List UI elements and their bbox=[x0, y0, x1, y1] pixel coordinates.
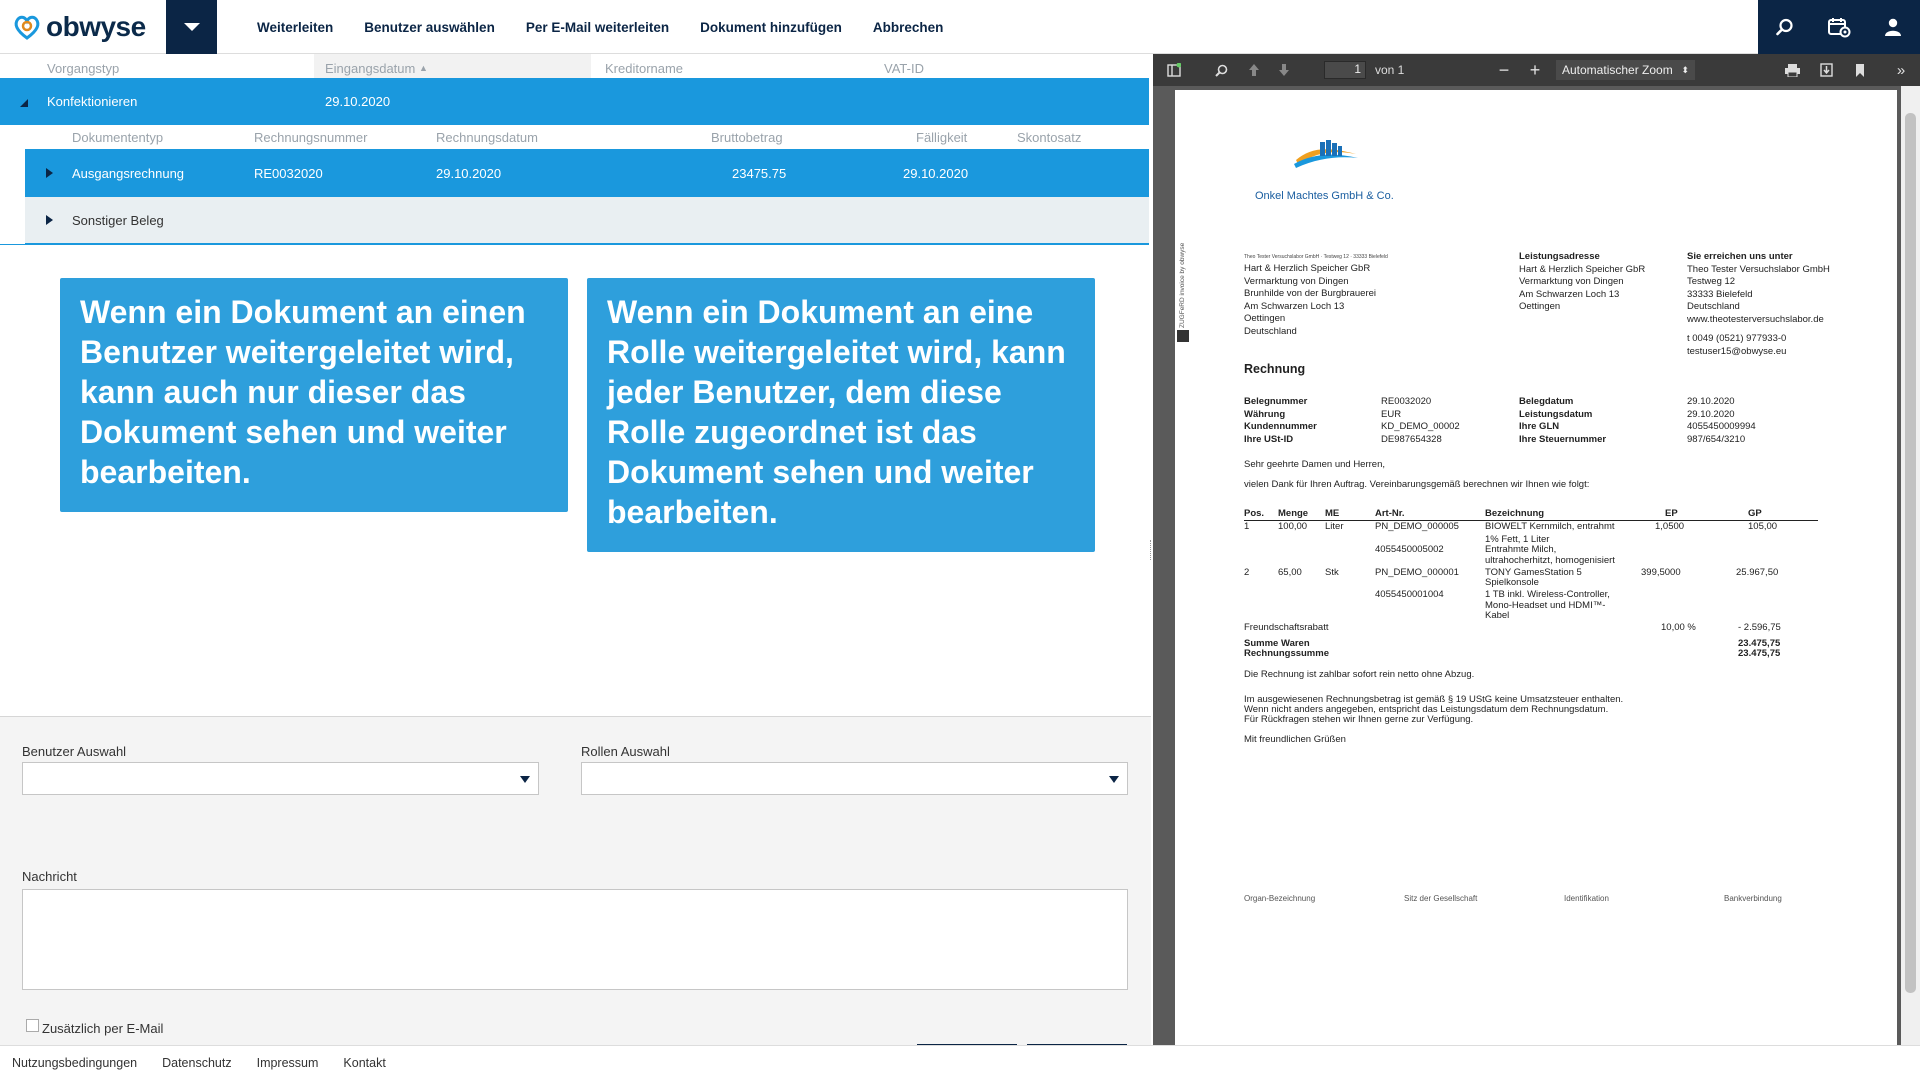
sub-header-due[interactable]: Fälligkeit bbox=[916, 130, 968, 145]
item-unit: Liter bbox=[1325, 521, 1344, 532]
address-line: Am Schwarzen Loch 13 bbox=[1244, 300, 1345, 312]
item-art: PN_DEMO_000005 bbox=[1375, 521, 1459, 532]
group-name: Konfektionieren bbox=[47, 94, 138, 109]
recipient-address bbox=[1244, 263, 1376, 338]
meta-value: 987/654/3210 bbox=[1687, 433, 1746, 445]
user-select[interactable] bbox=[22, 762, 539, 795]
invoice-title: Rechnung bbox=[1244, 362, 1306, 376]
search-icon bbox=[1776, 18, 1794, 36]
footer-link-contact[interactable]: Kontakt bbox=[343, 1056, 386, 1070]
sum-goods-value: 23.475,75 bbox=[1738, 638, 1781, 649]
more-tools-button[interactable] bbox=[1890, 54, 1912, 86]
spacer bbox=[1687, 326, 1830, 333]
item-gp: 25.967,50 bbox=[1736, 567, 1779, 578]
intro-text: vielen Dank für Ihren Auftrag. Vereinbarungsgemäß berechnen wir Ihnen wie folgt: bbox=[1244, 479, 1590, 490]
pdf-viewer bbox=[1153, 54, 1920, 1045]
column-header-date-label: Eingangsdatum bbox=[325, 61, 416, 76]
zoom-select[interactable] bbox=[1556, 60, 1695, 80]
scrollbar-thumb[interactable] bbox=[1905, 113, 1916, 993]
meta-value: 29.10.2020 bbox=[1687, 396, 1735, 407]
user-icon bbox=[1884, 18, 1902, 36]
meta-label: Ihre USt-ID bbox=[1244, 433, 1294, 445]
address-line: Hart & Herzlich Speicher GbR bbox=[1244, 263, 1371, 274]
address-line: Vermarktung von Dingen bbox=[1244, 275, 1349, 287]
address-line: Vermarktung von Dingen bbox=[1519, 276, 1624, 287]
meta-value: DE987654328 bbox=[1381, 433, 1442, 445]
table-header-qty: Menge bbox=[1278, 508, 1309, 519]
column-header-creditor[interactable]: Kreditorname bbox=[605, 61, 684, 76]
calendar-settings-button[interactable] bbox=[1812, 0, 1866, 54]
message-textarea[interactable] bbox=[22, 889, 1128, 990]
double-chevron-right-icon: » bbox=[1896, 61, 1906, 79]
other-doc-type: Sonstiger Beleg bbox=[72, 213, 164, 228]
table-header-pos: Pos. bbox=[1244, 508, 1265, 519]
arrow-up-icon bbox=[1248, 63, 1260, 77]
table-header-desc: Bezeichnung bbox=[1485, 508, 1545, 519]
email-checkbox-label: Zusätzlich per E-Mail bbox=[42, 1021, 164, 1036]
footer-link-terms[interactable]: Nutzungsbedingungen bbox=[12, 1056, 138, 1070]
download-icon bbox=[1820, 63, 1833, 77]
meta-value: 29.10.2020 bbox=[1687, 408, 1735, 420]
item-qty: 65,00 bbox=[1278, 567, 1302, 578]
print-button[interactable] bbox=[1781, 54, 1803, 86]
sub-header-amount[interactable]: Bruttobetrag bbox=[711, 130, 783, 145]
pdf-page bbox=[1175, 90, 1897, 1045]
sidebar-toggle-button[interactable] bbox=[1163, 54, 1185, 86]
email-checkbox[interactable] bbox=[26, 1019, 39, 1032]
contact-line: testuser15@obwyse.eu bbox=[1687, 345, 1787, 357]
item-pos: 2 bbox=[1244, 567, 1250, 578]
contact-line: t 0049 (0521) 977933-0 bbox=[1687, 333, 1787, 344]
footer-col: Bankverbindung bbox=[1724, 894, 1782, 903]
footer-col: Sitz der Gesellschaft bbox=[1404, 894, 1478, 903]
column-header-vat[interactable]: VAT-ID bbox=[884, 61, 924, 76]
item-desc: 1 TB inkl. Wireless-Controller, bbox=[1485, 589, 1610, 600]
footer-link-imprint[interactable]: Impressum bbox=[256, 1056, 319, 1070]
menu-toggle-button[interactable] bbox=[166, 0, 217, 54]
logo-mark-icon bbox=[12, 14, 42, 40]
address-line: Brunhilde von der Burgbrauerei bbox=[1244, 288, 1377, 299]
item-art: PN_DEMO_000001 bbox=[1375, 567, 1459, 578]
page-total: von 1 bbox=[1375, 63, 1405, 77]
item-art2: 4055450001004 bbox=[1375, 589, 1444, 600]
chevron-down-icon bbox=[183, 22, 201, 32]
callout-user: Wenn ein Dokument an einen Benutzer weitergeleitet wird, kann auch nur dieser das Dokument sehen und weiter bearbeiten. bbox=[60, 278, 568, 512]
meta-label: Kundennummer bbox=[1244, 421, 1317, 432]
sub-header-doctype[interactable]: Dokumententyp bbox=[72, 130, 164, 145]
user-button[interactable] bbox=[1866, 0, 1920, 54]
item-desc: BIOWELT Kernmilch, entrahmt bbox=[1485, 521, 1615, 532]
column-header-type[interactable]: Vorgangstyp bbox=[47, 61, 120, 76]
item-ep: 1,0500 bbox=[1655, 521, 1685, 532]
meta-value: KD_DEMO_00002 bbox=[1381, 421, 1460, 432]
doc-number: RE0032020 bbox=[254, 166, 323, 181]
footer-link-privacy[interactable]: Datenschutz bbox=[162, 1056, 232, 1070]
plus-icon: + bbox=[1529, 59, 1541, 80]
group-date: 29.10.2020 bbox=[325, 94, 391, 109]
sub-header-discount[interactable]: Skontosatz bbox=[1017, 130, 1082, 145]
callout-role: Wenn ein Dokument an eine Rolle weitergeleitet wird, kann jeder Benutzer, dem diese Rolle zugeordnet ist das Dokument sehen und weiter bearbeiten. bbox=[587, 278, 1095, 552]
footer-col: Organ-Bezeichnung bbox=[1244, 894, 1316, 903]
contact-title: Sie erreichen uns unter bbox=[1687, 251, 1793, 262]
contact-line: www.theotesterversuchslabor.de bbox=[1687, 313, 1824, 325]
doc-amount: 23475.75 bbox=[732, 166, 787, 181]
item-desc: ultrahocherhitzt, homogenisiert bbox=[1485, 555, 1615, 566]
footer-col: Identifikation bbox=[1564, 894, 1609, 903]
meta-label: Ihre GLN bbox=[1519, 421, 1560, 432]
dropdown-arrow-icon bbox=[1109, 776, 1119, 783]
doc-due: 29.10.2020 bbox=[903, 166, 969, 181]
expand-icon[interactable] bbox=[46, 215, 53, 225]
sender-line: Theo Tester Versuchslabor GmbH · Testweg 12 · 33333 Bielefeld bbox=[1244, 254, 1388, 260]
item-desc: Spielkonsole bbox=[1485, 577, 1539, 588]
group-row[interactable] bbox=[0, 78, 1149, 125]
discount-label: Freundschaftsrabatt bbox=[1244, 622, 1329, 633]
contact-line: 33333 Bielefeld bbox=[1687, 288, 1753, 300]
item-desc: Mono-Headset und HDMI™- bbox=[1485, 600, 1606, 611]
role-select-label: Rollen Auswahl bbox=[581, 744, 670, 759]
forward-form bbox=[0, 716, 1151, 1045]
minus-icon: − bbox=[1498, 59, 1510, 80]
service-address-title: Leistungsadresse bbox=[1519, 251, 1600, 262]
note-line: Wenn nicht anders angegeben, entspricht das Leistungsdatum dem Rechnungsdatum. bbox=[1244, 704, 1609, 715]
service-address bbox=[1519, 251, 1645, 314]
bookmark-button[interactable] bbox=[1849, 54, 1871, 86]
column-header-date[interactable] bbox=[325, 61, 428, 76]
meta-value: RE0032020 bbox=[1381, 396, 1432, 407]
bookmark-icon bbox=[1855, 64, 1865, 77]
pdf-search-button[interactable] bbox=[1210, 54, 1232, 86]
dropdown-arrow-icon bbox=[520, 776, 530, 783]
note-line: Im ausgewiesenen Rechnungsbetrag ist gemäß § 19 UStG keine Umsatzsteuer enthalten. bbox=[1244, 694, 1624, 705]
contact-line: Deutschland bbox=[1687, 301, 1740, 312]
sub-table-header bbox=[25, 125, 1149, 149]
meta-value: EUR bbox=[1381, 408, 1402, 420]
pdf-scrollbar[interactable] bbox=[1901, 86, 1920, 1045]
meta-value: 4055450009994 bbox=[1687, 421, 1756, 432]
table-row-selected[interactable] bbox=[25, 149, 1149, 197]
address-line: Deutschland bbox=[1244, 325, 1297, 337]
meta-label: Ihre Steuernummer bbox=[1519, 433, 1607, 445]
arrow-down-icon bbox=[1278, 63, 1290, 77]
pdf-toolbar bbox=[1153, 54, 1920, 86]
item-qty: 100,00 bbox=[1278, 521, 1308, 532]
item-unit: Stk bbox=[1325, 567, 1339, 578]
doc-type: Ausgangsrechnung bbox=[72, 166, 185, 181]
logo-text: obwyse bbox=[46, 11, 146, 42]
sum-goods-label: Summe Waren bbox=[1244, 638, 1310, 649]
zugferd-badge bbox=[1177, 330, 1189, 342]
meta-left bbox=[1244, 396, 1474, 446]
top-nav bbox=[257, 0, 974, 54]
address-line: Oettingen bbox=[1519, 301, 1561, 312]
company-logo bbox=[1292, 138, 1360, 170]
table-header-unit: ME bbox=[1325, 508, 1340, 519]
table-header-ep: EP bbox=[1665, 508, 1678, 519]
item-desc: 1% Fett, 1 Liter bbox=[1485, 534, 1550, 545]
top-icon-bar bbox=[1758, 0, 1920, 54]
payment-terms: Die Rechnung ist zahlbar sofort rein netto ohne Abzug. bbox=[1244, 669, 1475, 680]
zoom-value: Automatischer Zoom bbox=[1562, 63, 1673, 77]
meta-label: Währung bbox=[1244, 408, 1286, 420]
message-label: Nachricht bbox=[22, 869, 77, 884]
discount-rate: 10,00 % bbox=[1661, 622, 1696, 633]
previous-page-button[interactable] bbox=[1243, 54, 1265, 86]
print-icon bbox=[1785, 64, 1800, 77]
item-desc: Kabel bbox=[1485, 610, 1510, 621]
zoom-out-button[interactable] bbox=[1494, 54, 1514, 86]
company-name: Onkel Machtes GmbH & Co. bbox=[1255, 190, 1394, 202]
sum-total-value: 23.475,75 bbox=[1738, 648, 1781, 659]
zoom-in-button[interactable] bbox=[1525, 54, 1545, 86]
sidebar-toggle-icon bbox=[1167, 63, 1181, 77]
note-line: Für Rückfragen stehen wir Ihnen gerne zur Verfügung. bbox=[1244, 714, 1474, 725]
sub-header-date[interactable]: Rechnungsdatum bbox=[436, 130, 538, 145]
nav-add-document[interactable]: Dokument hinzufügen bbox=[700, 19, 842, 35]
sub-header-number[interactable]: Rechnungsnummer bbox=[254, 130, 368, 145]
collapse-icon[interactable] bbox=[19, 98, 29, 108]
nav-select-user[interactable]: Benutzer auswählen bbox=[364, 19, 495, 35]
calendar-settings-icon bbox=[1827, 16, 1851, 38]
sum-total-label: Rechnungssumme bbox=[1244, 648, 1329, 659]
item-art2: 4055450005002 bbox=[1375, 544, 1444, 555]
meta-right bbox=[1519, 396, 1779, 446]
divider bbox=[0, 244, 1149, 245]
nav-forward-email[interactable]: Per E-Mail weiterleiten bbox=[525, 19, 670, 35]
sort-asc-icon: ▲ bbox=[418, 63, 428, 73]
role-select[interactable] bbox=[581, 762, 1128, 795]
meta-label: Belegnummer bbox=[1244, 396, 1308, 407]
contact-line: Testweg 12 bbox=[1687, 276, 1736, 287]
table-header-art: Art-Nr. bbox=[1375, 508, 1405, 519]
address-line: Oettingen bbox=[1244, 313, 1286, 324]
meta-label: Belegdatum bbox=[1519, 396, 1574, 407]
nav-cancel[interactable]: Abbrechen bbox=[872, 19, 944, 35]
meta-label: Leistungsdatum bbox=[1519, 408, 1593, 420]
table-row[interactable] bbox=[25, 197, 1149, 244]
item-desc: Entrahmte Milch, bbox=[1485, 544, 1557, 555]
page-footer bbox=[0, 1045, 1920, 1080]
expand-icon[interactable] bbox=[46, 168, 53, 178]
item-gp: 105,00 bbox=[1748, 521, 1778, 532]
item-pos: 1 bbox=[1244, 521, 1250, 532]
select-arrows-icon: ⬍ bbox=[1681, 65, 1689, 75]
download-button[interactable] bbox=[1815, 54, 1837, 86]
user-select-label: Benutzer Auswahl bbox=[22, 744, 127, 759]
salutation: Sehr geehrte Damen und Herren, bbox=[1244, 459, 1385, 470]
doc-date: 29.10.2020 bbox=[436, 166, 502, 181]
discount-amount: - 2.596,75 bbox=[1738, 622, 1781, 633]
top-bar bbox=[0, 0, 1920, 54]
page-number-input[interactable]: 1 bbox=[1324, 61, 1366, 79]
item-ep: 399,5000 bbox=[1641, 567, 1681, 578]
logo[interactable] bbox=[12, 12, 146, 42]
address-line: Am Schwarzen Loch 13 bbox=[1519, 288, 1620, 300]
search-icon bbox=[1215, 64, 1228, 77]
search-button[interactable] bbox=[1758, 0, 1812, 54]
next-page-button[interactable] bbox=[1273, 54, 1295, 86]
contact-line: Theo Tester Versuchslabor GmbH bbox=[1687, 263, 1830, 275]
item-desc: TONY GamesStation 5 bbox=[1485, 567, 1582, 578]
contact-block bbox=[1687, 251, 1830, 358]
address-line: Hart & Herzlich Speicher GbR bbox=[1519, 263, 1646, 275]
closing: Mit freundlichen Grüßen bbox=[1244, 734, 1346, 745]
table-header-gp: GP bbox=[1748, 508, 1762, 519]
nav-forward[interactable]: Weiterleiten bbox=[257, 19, 334, 35]
zugferd-side-text: ZUGFeRD invoice by obwyse bbox=[1179, 242, 1186, 328]
document-list-pane bbox=[0, 54, 1151, 1045]
